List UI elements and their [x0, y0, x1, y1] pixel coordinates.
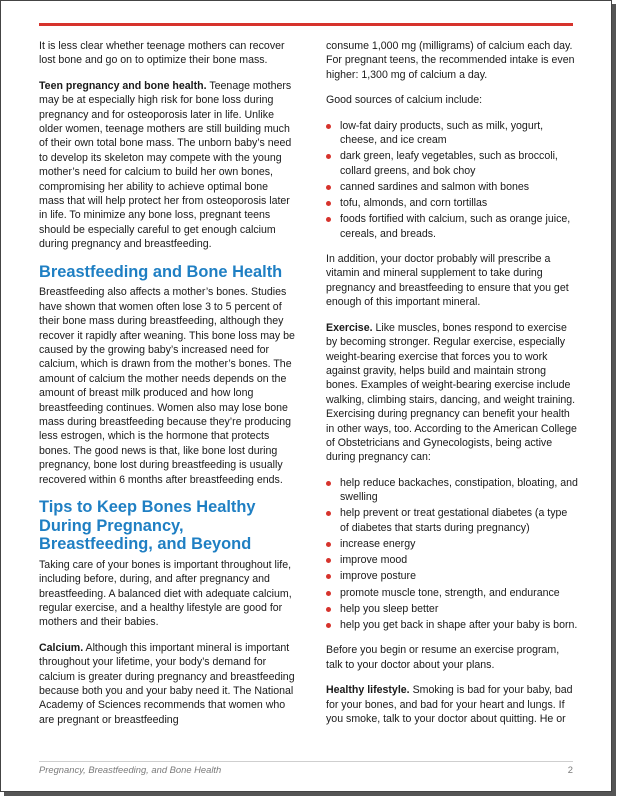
- supplement-paragraph: In addition, your doctor probably will prescribe a vitamin and mineral supplement to take during pregnancy and breastfeeding to ensure that you get enough of this important mineral.: [326, 253, 569, 309]
- tips-paragraph: Taking care of your bones is important throughout life, including before, during, and after pregnancy and breastfeeding. A balanced diet with adequate calcium, regular exercise, and a healthy lifestyle are good for mothers and their babies.: [39, 558, 292, 629]
- bullet-icon: [326, 623, 331, 628]
- intro-paragraph: It is less clear whether teenage mothers can recover lost bone and go on to optimize their bone mass.: [39, 40, 285, 67]
- breastfeeding-heading: Breastfeeding and Bone Health: [39, 262, 283, 281]
- list-item: improve mood: [326, 553, 578, 567]
- tips-heading: Tips to Keep Bones Healthy During Pregnancy, Breastfeeding, and Beyond: [39, 497, 256, 554]
- lifestyle-body: Smoking is bad for your baby, bad for your bones, and bad for your heart and lungs. If you smoke, talk to your doctor about quitting. He or: [326, 684, 573, 726]
- calcium-continued-paragraph: consume 1,000 mg (milligrams) of calcium each day. For pregnant teens, the recommended intake is even higher: 1,300 mg of calcium a day.: [326, 40, 575, 81]
- teen-pregnancy-body: Teenage mothers may be at especially high risk for bone loss during pregnancy and for osteoporosis later in life. Unlike older women, teenage mothers are still building much of their own total bone mass. The unborn baby’s need to develop its skeleton may compete with the young mother’s need for calcium to build her own bones, compromising her ability to achieve optimal bone mass that will help protect her from osteoporosis later in life. To minimize any bone loss, pregnant teens should be especially careful to get enough calcium during pregnancy and breastfeeding.: [39, 79, 292, 251]
- calcium-paragraph: [39, 641, 296, 727]
- bullet-icon: [326, 574, 331, 579]
- list-item: increase energy: [326, 537, 578, 551]
- list-item: improve posture: [326, 569, 578, 583]
- breastfeeding-paragraph: Breastfeeding also affects a mother’s bones. Studies have shown that women often lose 3 to 5 percent of their bone mass during breastfeeding, although they recover it rapidly after weaning. This bone loss may be caused by the growing baby’s increased need for calcium, which is drawn from the mother’s bones. The amount of calcium the mother needs depends on the amount of breast milk produced and how long breastfeeding continues. Women also may lose bone mass during breastfeeding because they’re producing less estrogen, which is the hormone that protects bones. The good news is that, like bone lost during pregnancy, bone lost during breastfeeding is usually recovered within 6 months after breastfeeding ends.: [39, 286, 295, 486]
- bullet-icon: [326, 607, 331, 612]
- top-accent-rule: [39, 23, 573, 26]
- bullet-icon: [326, 217, 331, 222]
- lifestyle-paragraph: [326, 683, 578, 726]
- list-item: dark green, leafy vegetables, such as broccoli, collard greens, and bok choy: [326, 149, 578, 178]
- bullet-icon: [326, 558, 331, 563]
- footer-rule: [39, 761, 573, 762]
- list-item: help reduce backaches, constipation, bloating, and swelling: [326, 476, 578, 505]
- teen-pregnancy-paragraph: [39, 79, 296, 252]
- page-number: 2: [567, 764, 573, 775]
- left-column: [39, 39, 296, 738]
- exercise-advice-paragraph: Before you begin or resume an exercise program, talk to your doctor about your plans.: [326, 644, 560, 671]
- bullet-icon: [326, 124, 331, 129]
- calcium-body: Although this important mineral is important throughout your lifetime, your body’s demand for calcium is greater during pregnancy and breastfeeding because both you and your baby need it. The National Academy of Sciences recommends that women who are pregnant or breastfeeding: [39, 641, 295, 726]
- bullet-icon: [326, 185, 331, 190]
- calcium-sources-list: [326, 119, 578, 241]
- right-column: [326, 39, 578, 737]
- list-item: tofu, almonds, and corn tortillas: [326, 196, 578, 210]
- teen-pregnancy-lead: Teen pregnancy and bone health.: [39, 79, 207, 92]
- exercise-body: Like muscles, bones respond to exercise by becoming stronger. Regular exercise, especially weight-bearing exercise that forces you to work against gravity, helps build and maintain strong bones. Examples of weight-bearing exercise include walking, climbing stairs, dancing, and weight training. Exercising during pregnancy can benefit your health in other ways, too. According to the American College of Obstetricians and Gynecologists, being active during pregnancy can:: [326, 321, 577, 464]
- bullet-icon: [326, 154, 331, 159]
- list-item: low-fat dairy products, such as milk, yogurt, cheese, and ice cream: [326, 119, 578, 148]
- bullet-icon: [326, 481, 331, 486]
- exercise-lead: Exercise.: [326, 321, 373, 334]
- list-item: help prevent or treat gestational diabetes (a type of diabetes that starts during pregnancy): [326, 506, 578, 535]
- bullet-icon: [326, 511, 331, 516]
- calcium-lead: Calcium.: [39, 641, 84, 654]
- lifestyle-lead: Healthy lifestyle.: [326, 684, 410, 697]
- bullet-icon: [326, 542, 331, 547]
- list-item: foods fortified with calcium, such as orange juice, cereals, and breads.: [326, 212, 578, 241]
- bullet-icon: [326, 591, 331, 596]
- list-item: promote muscle tone, strength, and endurance: [326, 586, 578, 600]
- list-item: help you get back in shape after your baby is born.: [326, 618, 578, 632]
- list-item: canned sardines and salmon with bones: [326, 180, 578, 194]
- calcium-sources-intro: Good sources of calcium include:: [326, 94, 483, 107]
- exercise-benefits-list: [326, 476, 578, 633]
- exercise-paragraph: [326, 321, 578, 465]
- footer-title: Pregnancy, Breastfeeding, and Bone Health: [39, 764, 222, 775]
- bullet-icon: [326, 201, 331, 206]
- list-item: help you sleep better: [326, 602, 578, 616]
